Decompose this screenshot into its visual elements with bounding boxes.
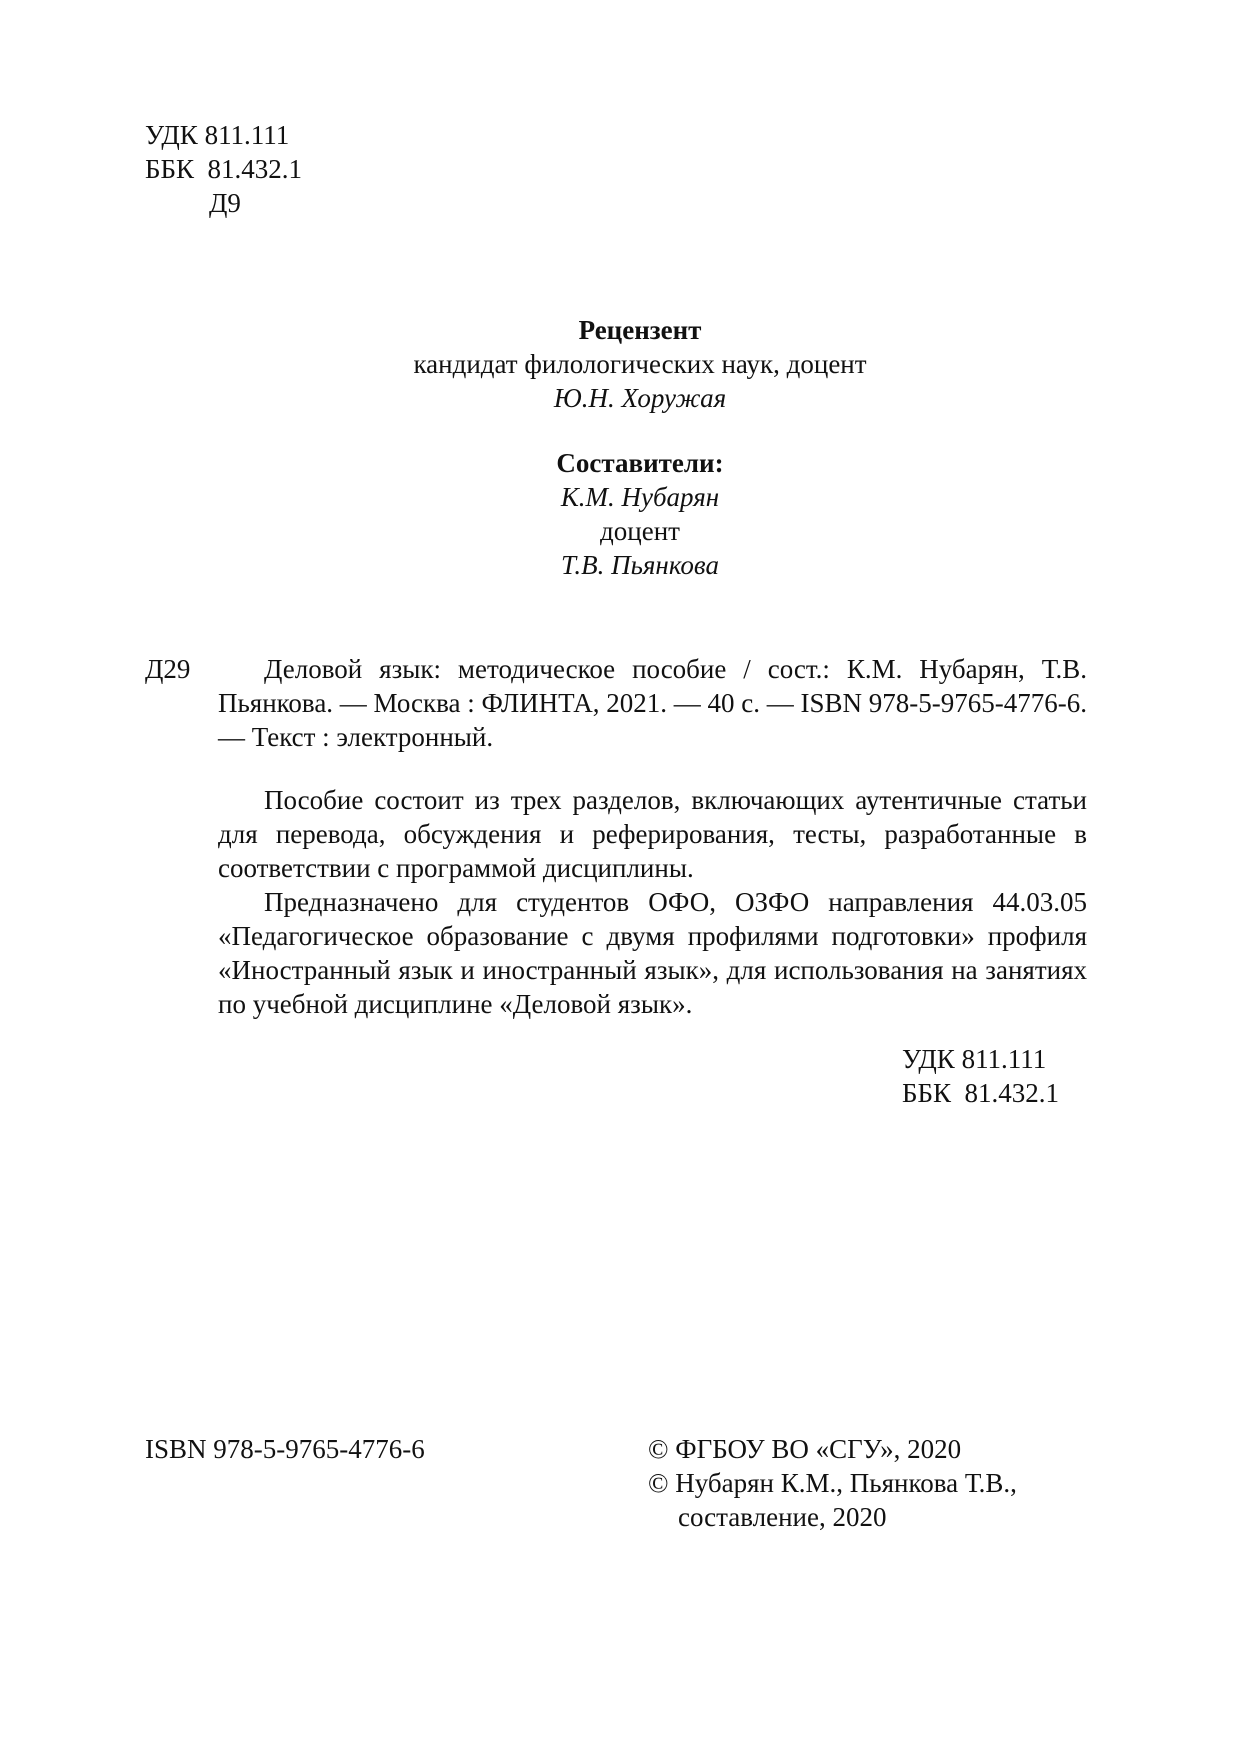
udk-code: УДК 811.111 (145, 120, 290, 150)
isbn: ISBN 978-5-9765-4776-6 (145, 1434, 425, 1464)
reviewer-block (300, 313, 980, 415)
compiler-second-name: Т.В. Пьянкова (561, 550, 719, 580)
compiler-first-name: К.М. Нубарян (560, 482, 720, 512)
annotation (218, 783, 1087, 1021)
reviewer-heading: Рецензент (578, 315, 702, 345)
bbk-code: ББК 81.432.1 (145, 154, 303, 184)
copyright-block (648, 1432, 1017, 1534)
bbk-code-bottom: ББК 81.432.1 (902, 1078, 1060, 1108)
classification-block (145, 118, 302, 220)
author-sign: Д9 (209, 188, 241, 218)
copyright-line-1: © ФГБОУ ВО «СГУ», 2020 (648, 1434, 962, 1464)
reviewer-name: Ю.Н. Хоружая (553, 383, 727, 413)
annotation-paragraph-2: Предназначено для студентов ОФО, ОЗФО направления 44.03.05 «Педагогическое образование с двумя профилями подготовки» профиля «Иностранный язык и иностранный язык», для использования на занятиях по учебной дисциплине «Деловой язык». (218, 887, 1087, 1019)
annotation-paragraph-1: Пособие состоит из трех разделов, включающих аутентичные статьи для перевода, обсуждения и реферирования, тесты, разработанные в соответствии с программой дисциплины. (218, 785, 1087, 883)
compiler-second-title: доцент (600, 516, 680, 546)
udk-code-bottom: УДК 811.111 (902, 1044, 1047, 1074)
classification-bottom (902, 1042, 1059, 1110)
copyright-line-2: © Нубарян К.М., Пьянкова Т.В., (648, 1468, 1017, 1498)
bibliography-text: Деловой язык: методическое пособие / сост.: К.М. Нубарян, Т.В. Пьянкова. — Москва : ФЛИНТА, 2021. — 40 с. — ISBN 978-5-9765-4776-6. — Текст : электронный. (218, 654, 1088, 752)
compilers-heading: Составители: (556, 448, 724, 478)
bibliography-code: Д29 (145, 654, 191, 684)
compilers-block (300, 446, 980, 582)
copyright-line-3: составление, 2020 (678, 1502, 887, 1532)
reviewer-title: кандидат филологических наук, доцент (413, 349, 867, 379)
